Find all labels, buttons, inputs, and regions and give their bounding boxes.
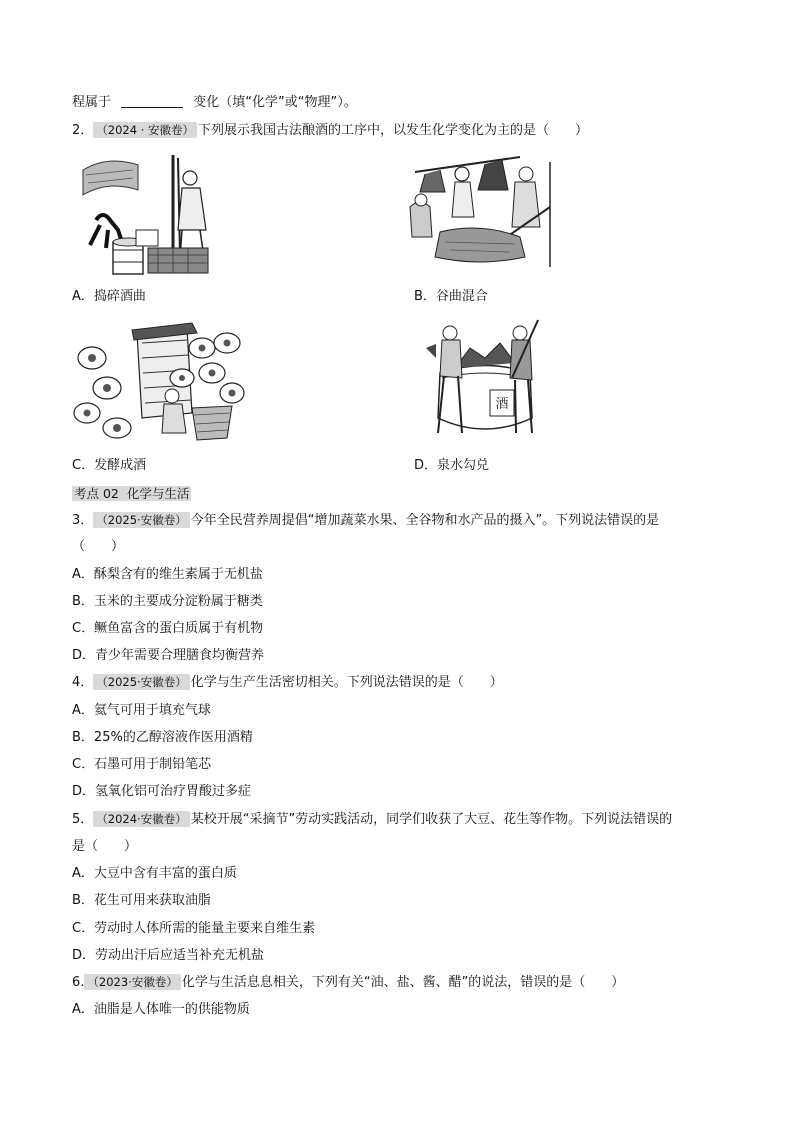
q4-number: 4． (72, 675, 94, 690)
q2-option-d[interactable] (414, 457, 489, 475)
option-letter: A． (72, 289, 94, 304)
option-letter: B． (414, 289, 436, 304)
q6-stem (72, 974, 624, 992)
q5-stem-cont: 是（ ） (72, 839, 138, 854)
q5-option-a[interactable]: A．大豆中含有丰富的蛋白质 (72, 866, 237, 881)
q4-option-d[interactable]: D．氢氧化铝可治疗胃酸过多症 (72, 784, 252, 799)
q3-source-tag: （2025·安徽卷） (93, 512, 189, 528)
q3-stem-text: 今年全民营养周提倡“增加蔬菜水果、全谷物和水产品的摄入”。下列说法错误的是 (190, 513, 660, 528)
q4-option-a[interactable]: A．氦气可用于填充气球 (72, 703, 211, 718)
q2-option-c[interactable] (72, 457, 146, 475)
option-text: 泉水勾兑 (437, 458, 490, 473)
q5-number: 5． (72, 812, 94, 827)
q3-option-d[interactable]: D．青少年需要合理膳食均衡营养 (72, 648, 265, 663)
q5-stem (72, 811, 672, 829)
q5-source-tag: （2024·安徽卷） (93, 811, 189, 827)
q3-option-a[interactable]: A．酥梨含有的维生素属于无机盐 (72, 567, 263, 582)
q3-paren: （ ） (72, 539, 125, 554)
figure-d-blending (420, 318, 550, 444)
q2-number: 2． (72, 123, 94, 138)
option-text: 捣碎酒曲 (93, 289, 146, 304)
q6-option-a[interactable]: A．油脂是人体唯一的供能物质 (72, 1002, 250, 1017)
q1-continuation (72, 94, 357, 112)
q4-option-b[interactable]: B．25%的乙醇溶液作医用酒精 (72, 730, 253, 745)
q5-stem-text: 某校开展“采摘节”劳动实践活动，同学们收获了大豆、花生等作物。下列说法错误的 (190, 812, 673, 827)
q3-option-b[interactable]: B．玉米的主要成分淀粉属于糖类 (72, 594, 263, 609)
option-text: 谷曲混合 (435, 289, 488, 304)
q6-stem-text: 化学与生活息息相关，下列有关“油、盐、酱、醋”的说法，错误的是（ ） (181, 975, 625, 990)
q2-stem-text: 下列展示我国古法酿酒的工序中，以发生化学变化为主的是（ ） (198, 123, 589, 138)
jar-label: 酒 (495, 397, 509, 412)
q6-source-tag: （2023·安徽卷） (84, 974, 180, 990)
q2-option-a[interactable] (72, 288, 146, 306)
q3-stem (72, 512, 659, 530)
q3-option-c[interactable]: C．鳜鱼富含的蛋白质属于有机物 (72, 621, 264, 636)
q6-number: 6. (72, 975, 85, 990)
q5-option-b[interactable]: B．花生可用来获取油脂 (72, 893, 211, 908)
option-letter: C． (72, 458, 95, 473)
q2-option-b[interactable] (414, 288, 488, 306)
figure-c-fermenting (72, 318, 247, 446)
q3-number: 3． (72, 513, 94, 528)
figure-b-mixing (400, 152, 560, 272)
option-letter: D． (414, 458, 438, 473)
figure-a-pounding (78, 150, 218, 280)
q4-source-tag: （2025·安徽卷） (93, 674, 189, 690)
q2-source-tag: （2024 · 安徽卷） (93, 122, 197, 138)
q4-option-c[interactable]: C．石墨可用于制铅笔芯 (72, 757, 212, 772)
section-prefix: 考点 02 (74, 486, 123, 501)
q2-stem (72, 122, 588, 140)
section-heading (72, 485, 191, 503)
section-title: 化学与生活 (126, 486, 190, 501)
q5-option-c[interactable]: C．劳动时人体所需的能量主要来自维生素 (72, 921, 316, 936)
q1-text-after: 变化（填“化学”或“物理”）。 (193, 95, 357, 110)
option-text: 发酵成酒 (94, 458, 147, 473)
answer-blank[interactable] (121, 94, 183, 108)
q4-stem (72, 674, 503, 692)
q1-text-before: 程属于 (72, 95, 112, 110)
q5-option-d[interactable]: D．劳动出汗后应适当补充无机盐 (72, 948, 265, 963)
q4-stem-text: 化学与生产生活密切相关。下列说法错误的是（ ） (190, 675, 503, 690)
